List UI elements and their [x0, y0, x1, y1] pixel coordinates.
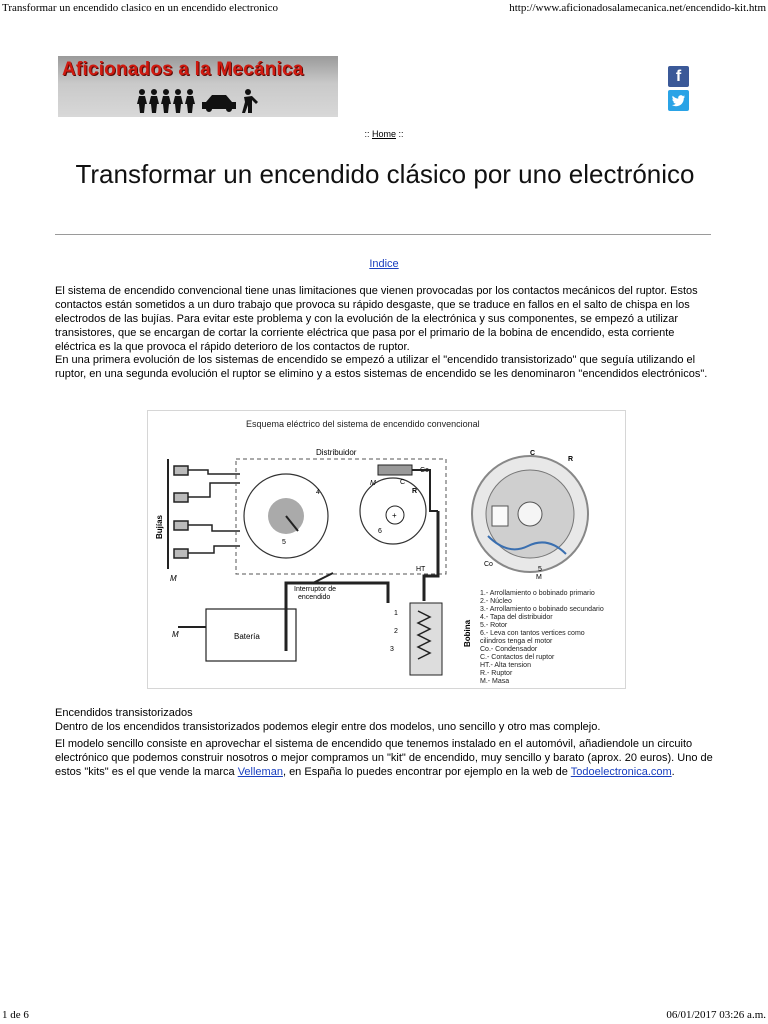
kit-text-a: El modelo sencillo consiste en aprovechar el sistema de encendido que tenemos instalado en el automóvil, añadiendole un circuito electrónico que podemos construir nosotros o mejor compramos un "kit" de encendido, muy sencillo y barato (aprox. 20 euros). Uno de estos "kits" es el que vende la marca	[55, 738, 713, 778]
legend-item: 1.- Arrollamiento o bobinado primario	[480, 590, 595, 597]
velleman-link[interactable]: Velleman	[237, 766, 283, 778]
label-m-photo: M	[536, 574, 542, 581]
cam-plus: +	[392, 511, 397, 520]
facebook-glyph: f	[675, 68, 682, 85]
label-4: 4	[316, 489, 320, 496]
label-bobina: Bobina	[463, 619, 472, 647]
label-encendido: encendido	[298, 594, 331, 601]
transistorized-paragraph: Dentro de los encendidos transistorizados podemos elegir entre dos modelos, uno sencillo y otro mas complejo.	[55, 721, 601, 733]
twitter-icon[interactable]	[668, 90, 689, 111]
site-logo[interactable]	[58, 56, 338, 117]
label-5-photo: 5	[538, 566, 542, 573]
indice-container	[0, 258, 768, 270]
logo-text: Aficionados a la Mecánica	[62, 59, 304, 80]
logo-figures-icon	[136, 88, 306, 114]
label-bateria: Batería	[234, 632, 260, 641]
label-3: 3	[390, 646, 394, 653]
label-c-dist: C	[400, 479, 406, 486]
legend-item: HT.- Alta tension	[480, 662, 531, 669]
breadcrumb	[0, 129, 768, 139]
label-r-photo: R	[568, 456, 574, 463]
print-page-title: Transformar un encendido clasico en un encendido electronico	[2, 2, 279, 14]
print-footer	[0, 1006, 768, 1024]
print-header	[0, 0, 768, 16]
label-interruptor: Interruptor de	[294, 586, 337, 593]
indice-link[interactable]: Indice	[369, 258, 399, 270]
legend-item: 6.- Leva con tantos vertices como	[480, 630, 585, 637]
condenser	[378, 465, 412, 475]
legend-item: M.- Masa	[480, 678, 510, 685]
label-r-dist: R	[412, 488, 418, 495]
print-datetime: 06/01/2017 03:26 a.m.	[666, 1009, 766, 1021]
label-5: 5	[282, 539, 286, 546]
legend-item: 4.- Tapa del distribuidor	[480, 614, 553, 621]
twitter-bird-icon	[668, 90, 689, 111]
kit-paragraph	[55, 737, 715, 779]
evolution-paragraph: En una primera evolución de los sistemas de encendido se empezó a utilizar el "encendido transistorizado" que seguía utilizando el ruptor, en una segunda evolución el ruptor se elimino y a estos sistemas de encendido se les denominaron "encendidos electrónicos".	[55, 354, 708, 380]
breadcrumb-prefix: ::	[364, 129, 372, 139]
kit-text-b: , en España lo puedes encontrar por ejemplo en la web de	[282, 766, 571, 778]
legend-item: 5.- Rotor	[480, 622, 508, 629]
intro-paragraph: El sistema de encendido convencional tiene unas limitaciones que vienen provocadas por los contactos mecánicos del ruptor. Estos contactos están sometidos a un duro trabajo que provoca su rápido desgaste, que se traduce en fallos en el salto de chispa en los electrodos de las bujías. Para evitar este problema y con la evolución de la electrónica y sus componentes, se empezó a utilizar transistores, que se encargan de cortar la corriente eléctrica que pasa por el primario de la bobina de encendido, esta corriente eléctrica es la que provoca el rápido deterioro de los contactos de ruptor.	[55, 285, 698, 353]
label-m-dist: M	[370, 480, 376, 487]
print-url: http://www.aficionadosalamecanica.net/encendido-kit.htm	[509, 2, 766, 14]
label-6: 6	[378, 528, 382, 535]
home-link[interactable]: Home	[371, 129, 396, 139]
diagram-legend	[480, 590, 604, 685]
label-2: 2	[394, 628, 398, 635]
legend-item: 3.- Arrollamiento o bobinado secundario	[480, 606, 604, 613]
legend-item: R.- Ruptor	[480, 670, 513, 677]
kit-text-c: .	[671, 766, 675, 778]
facebook-icon[interactable]	[668, 66, 689, 87]
label-bujias: Bujías	[155, 514, 164, 539]
breadcrumb-suffix: ::	[396, 129, 404, 139]
label-m-bat: M	[172, 630, 179, 639]
diagram-title: Esquema eléctrico del sistema de encendido convencional	[246, 419, 480, 429]
label-m-plugs: M	[170, 574, 177, 583]
section-heading: Encendidos transistorizados	[55, 707, 193, 719]
page-title: Transformar un encendido clásico por uno electrónico	[75, 159, 695, 189]
legend-item: Co.- Condensador	[480, 646, 538, 653]
legend-item: C.- Contactos del ruptor	[480, 654, 555, 661]
title-divider	[55, 234, 711, 235]
legend-item: cilindros tenga el motor	[480, 638, 553, 645]
label-co-dist: Co	[420, 467, 429, 474]
print-page-number: 1 de 6	[2, 1009, 29, 1021]
legend-item: 2.- Núcleo	[480, 598, 512, 605]
label-c-photo: C	[530, 450, 536, 457]
ignition-diagram	[147, 410, 626, 689]
label-1: 1	[394, 610, 398, 617]
todoelectronica-link[interactable]: Todoelectronica.com	[570, 766, 672, 778]
label-distribuidor: Distribuidor	[316, 448, 357, 457]
ignition-diagram-svg	[148, 411, 625, 688]
distributor-box	[236, 459, 446, 574]
spark-plugs	[168, 459, 240, 569]
label-co-photo: Co	[484, 561, 493, 568]
label-ht: HT	[416, 566, 426, 573]
